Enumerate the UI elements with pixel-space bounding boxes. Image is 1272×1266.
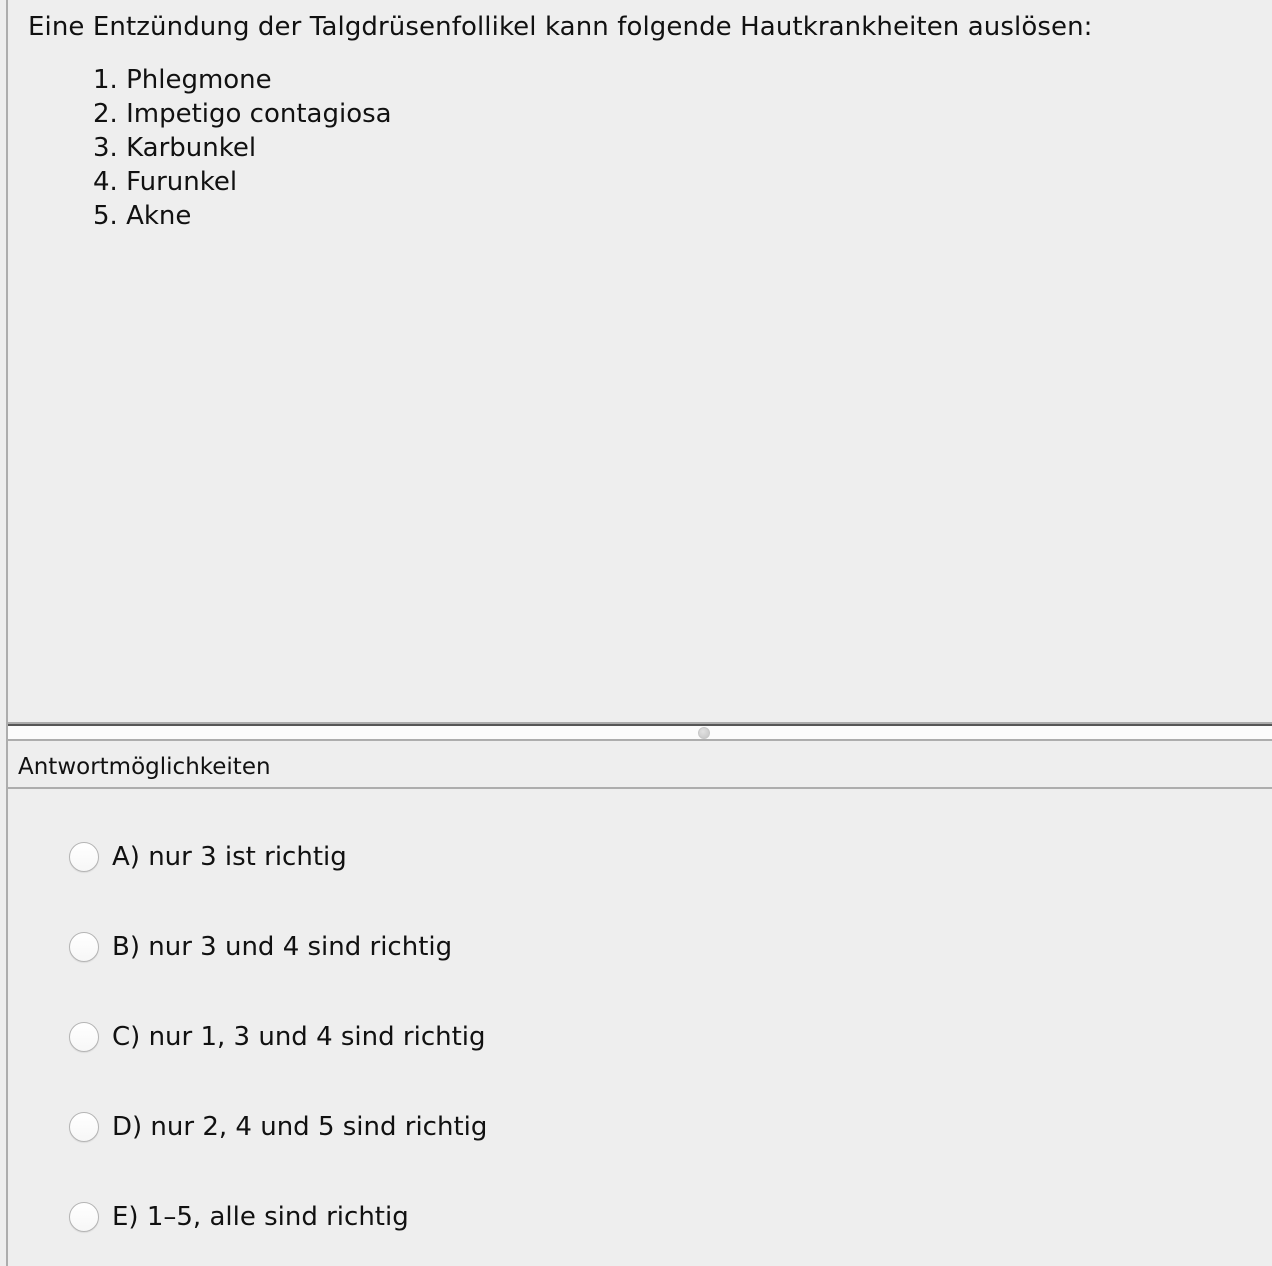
disease-list [93,63,392,233]
option-label: B) nur 3 und 4 sind richtig [112,932,453,962]
split-pane-divider[interactable] [6,722,1272,742]
list-item: 5. Akne [93,201,192,231]
option-label: D) nur 2, 4 und 5 sind richtig [112,1112,488,1142]
radio-button[interactable] [69,842,99,872]
list-item: 1. Phlegmone [93,65,272,95]
option-label: A) nur 3 ist richtig [112,842,347,872]
question-text: Eine Entzündung der Talgdrüsenfollikel kann folgende Hautkrankheiten auslösen: [28,12,1093,42]
answer-option-e[interactable] [69,1200,409,1234]
answers-pane [0,742,1272,1266]
answers-header: Antwortmöglichkeiten [18,754,271,780]
drag-handle-icon[interactable] [698,727,710,739]
answer-option-c[interactable] [69,1020,486,1054]
list-item: 3. Karbunkel [93,133,257,163]
option-label: C) nur 1, 3 und 4 sind richtig [112,1022,486,1052]
list-item: 4. Furunkel [93,167,238,197]
divider-line [6,739,1272,741]
header-divider [6,787,1272,789]
answer-option-a[interactable] [69,840,347,874]
answer-option-d[interactable] [69,1110,487,1144]
radio-button[interactable] [69,932,99,962]
answer-option-b[interactable] [69,930,452,964]
radio-button[interactable] [69,1022,99,1052]
window-left-border [6,0,8,1266]
list-item: 2. Impetigo contagiosa [93,99,392,129]
option-label: E) 1–5, alle sind richtig [112,1202,409,1232]
radio-button[interactable] [69,1112,99,1142]
divider-body [6,726,1272,739]
radio-button[interactable] [69,1202,99,1232]
